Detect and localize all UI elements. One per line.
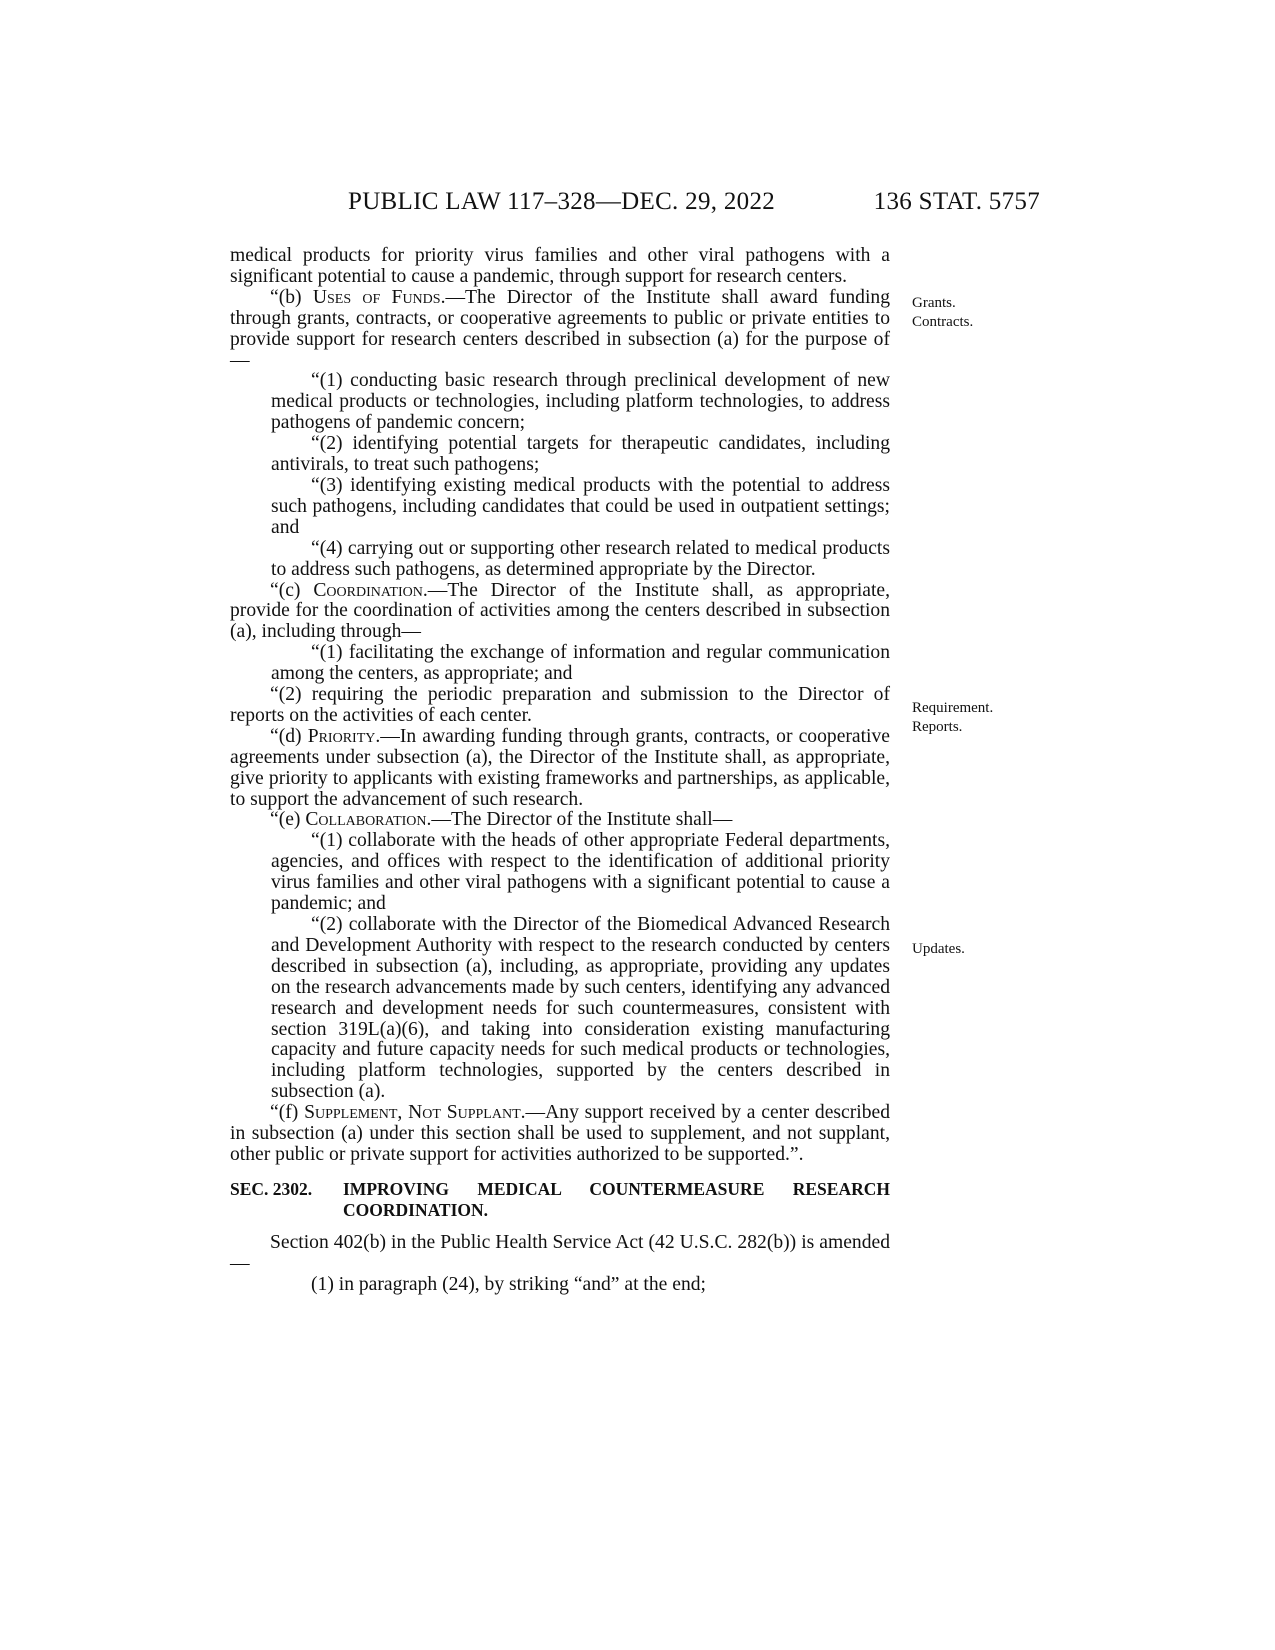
- amendment-item-1: (1) in paragraph (24), by striking “and” at the end;: [311, 1273, 707, 1295]
- margin-note-updates: Updates.: [912, 941, 965, 957]
- section-title: IMPROVING MEDICAL COUNTERMEASURE RESEARCH COORDINATION.: [343, 1178, 890, 1220]
- paragraph-b2: “(2) identifying potential targets for therapeutic candidates, including antivirals, to treat such pathogens;: [271, 433, 890, 476]
- subsection-f-heading: Supplement, Not Supplant: [304, 1102, 521, 1124]
- margin-note-grants: Grants. Contracts.: [912, 295, 974, 330]
- section-heading: [230, 1179, 890, 1221]
- subsection-c-heading: Coordination: [313, 579, 423, 601]
- paragraph-e1: “(1) collaborate with the heads of other appropriate Federal departments, agencies, and offices with respect to the identification of additional priority virus families and other viral pathogens with a significant potential to cause a pandemic; and: [271, 830, 890, 915]
- subsection-f: “(f) Supplement, Not Supplant.—Any support received by a center described in subsection (a) under this section shall be used to supplement, and not supplant, other public or private support for activities authorized to be supported.”.: [230, 1102, 891, 1165]
- margin-note-requirement: Requirement. Reports.: [912, 700, 994, 735]
- statute-page-number: 136 STAT. 5757: [873, 188, 1040, 215]
- paragraph-c1: “(1) facilitating the exchange of information and regular communication among the centers, as appropriate; and: [271, 642, 890, 685]
- paragraph-c2: “(2) requiring the periodic preparation and submission to the Director of reports on the activities of each center.: [230, 684, 890, 726]
- paragraph-b3: “(3) identifying existing medical products with the potential to address such pathogens, including candidates that could be used in outpatient settings; and: [271, 474, 890, 538]
- paragraph-continuation: medical products for priority virus families and other viral pathogens with a significant potential to cause a pandemic, through support for research centers.: [230, 245, 890, 287]
- subsection-e-heading: Collaboration: [305, 809, 427, 831]
- paragraph-e2: “(2) collaborate with the Director of the Biomedical Advanced Research and Development Authority with respect to the research conducted by centers described in subsection (a), including, as appropriate, providing any updates on the research advancements made by such centers, identifying any advanced research and development needs for such countermeasures, consistent with section 319L(a)(6), and taking into consideration existing manufacturing capacity and future capacity needs for such medical products or technologies, including platform technologies, supported by the centers described in subsection (a).: [271, 914, 890, 1103]
- subsection-b-heading: Uses of Funds: [312, 286, 441, 308]
- document-body: [230, 246, 890, 1296]
- section-number: SEC. 2302.: [230, 1178, 313, 1199]
- subsection-d: “(d) Priority.—In awarding funding through grants, contracts, or cooperative agreements under subsection (a), the Director of the Institute shall, as appropriate, give priority to applicants with existing frameworks and partnerships, as applicable, to support the advancement of such research.: [230, 725, 890, 810]
- subsection-c: “(c) Coordination.—The Director of the Institute shall, as appropriate, provide for the coordination of activities among the centers described in subsection (a), including through—: [230, 579, 891, 643]
- paragraph-b4: “(4) carrying out or supporting other research related to medical products to address such pathogens, as determined appropriate by the Director.: [271, 537, 890, 580]
- subsection-d-heading: Priority: [307, 725, 376, 747]
- paragraph-b1: “(1) conducting basic research through preclinical development of new medical products or technologies, including platform technologies, to address pathogens of pandemic concern;: [271, 370, 890, 434]
- page-header: [230, 186, 1040, 226]
- section-intro: Section 402(b) in the Public Health Service Act (42 U.S.C. 282(b)) is amended—: [230, 1231, 890, 1274]
- running-title: PUBLIC LAW 117–328—DEC. 29, 2022: [348, 188, 776, 215]
- subsection-e: “(e) Collaboration.—The Director of the Institute shall—: [270, 809, 733, 831]
- subsection-b: “(b) Uses of Funds.—The Director of the Institute shall award funding through grants, contracts, or cooperative agreements to public or private entities to provide support for research centers described in subsection (a) for the purpose of—: [230, 286, 890, 371]
